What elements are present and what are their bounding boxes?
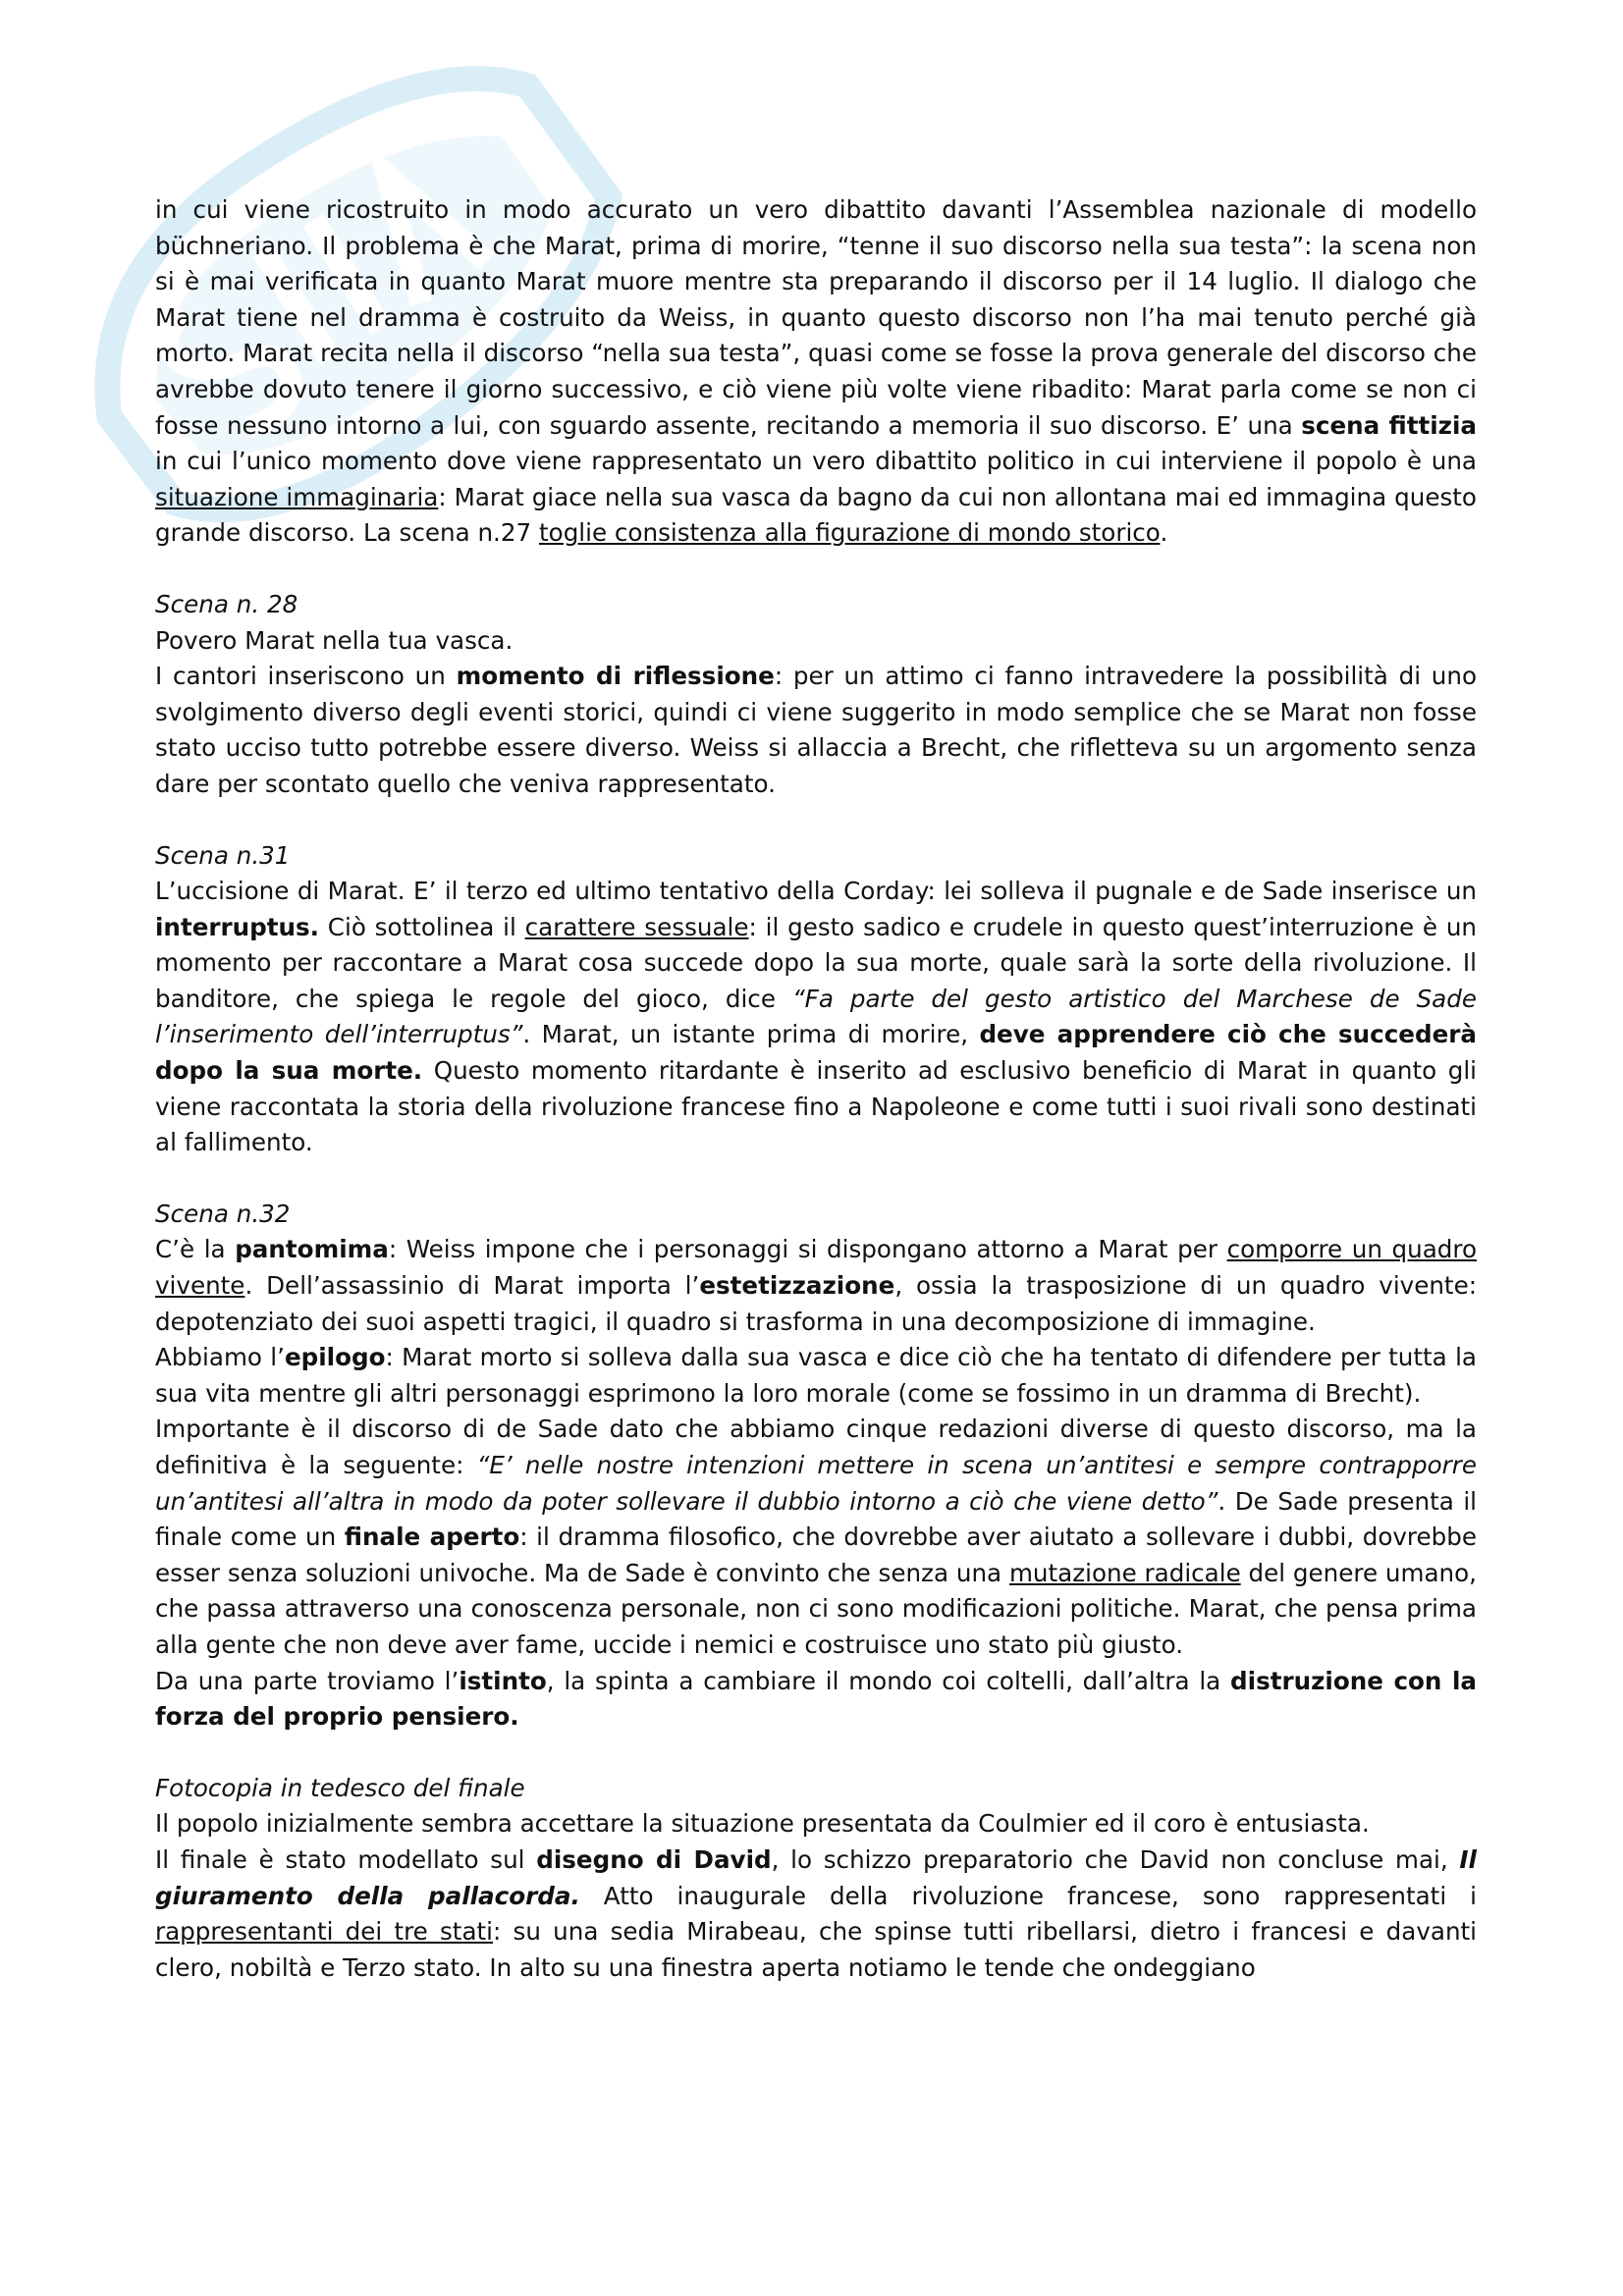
text-run: Da una parte troviamo l’ <box>155 1666 460 1695</box>
paragraph-scene32-de-sade <box>155 1412 1477 1663</box>
text-run: in cui l’unico momento dove viene rappresentato un vero dibattito politico in cui interviene il popolo è una <box>155 447 1477 476</box>
text-run: “Fa parte del gesto artistico del Marchese de Sade l’inserimento dell’interruptus” <box>155 984 1477 1049</box>
text-run: mutazione radicale <box>1008 1558 1241 1587</box>
text-run: : per un attimo ci fanno intravedere la possibilità di uno svolgimento diverso degli eventi storici, quindi ci viene suggerito in modo semplice che se Marat non fosse stato ucciso tutto potrebbe essere diverso. Weiss si allaccia a Brecht, che rifletteva su un argomento senza dare per scontato quello che veniva rappresentato. <box>155 662 1478 798</box>
text-run: : Weiss impone che i personaggi si dispongano attorno a Marat per <box>388 1235 1227 1264</box>
text-run: , la spinta a cambiare il mondo coi coltelli, dall’altra la <box>546 1666 1231 1695</box>
text-run: finale aperto <box>344 1522 520 1552</box>
text-run: , lo schizzo preparatorio che David non concluse mai, <box>771 1844 1460 1874</box>
paragraph-scene31 <box>155 874 1477 1161</box>
document-body <box>155 192 1477 1986</box>
text-run: disegno di David <box>536 1844 772 1874</box>
text-run: comporre un quadro vivente <box>155 1235 1477 1301</box>
text-run: Il giuramento della pallacorda. <box>155 1844 1477 1910</box>
text-run: istinto <box>459 1666 547 1695</box>
text-run: . Marat, un istante prima di morire, <box>522 1020 980 1049</box>
text-run: Questo momento ritardante è inserito ad esclusivo beneficio di Marat in quanto gli viene raccontata la storia della rivoluzione francese fino a Napoleone e come tutti i suoi rivali sono destinati al fallimento. <box>155 1056 1478 1157</box>
heading-fotocopia: Fotocopia in tedesco del finale <box>155 1773 525 1802</box>
heading-scene32: Scena n.32 <box>155 1199 291 1228</box>
scene28-line: Povero Marat nella tua vasca. <box>155 625 514 655</box>
text-run: Il finale è stato modellato sul <box>155 1844 537 1874</box>
finale-line: Il popolo inizialmente sembra accettare la situazione presentata da Coulmier ed il coro è entusiasta. <box>155 1809 1370 1839</box>
heading-scene31: Scena n.31 <box>155 840 291 870</box>
text-run: : Marat giace nella sua vasca da bagno da cui non allontana mai ed immagina questo grande discorso. La scena n.27 <box>155 482 1477 548</box>
text-run: “E’ nelle nostre intenzioni mettere in scena un’antitesi e sempre contrapporre un’antitesi all’altra in modo da poter sollevare il dubbio intorno a ciò che viene detto” <box>155 1451 1477 1516</box>
text-run: deve apprendere ciò che succederà dopo la sua morte. <box>155 1020 1477 1086</box>
text-run: . De Sade presenta il finale come un <box>155 1486 1477 1552</box>
text-run: rappresentanti dei tre stati <box>155 1917 494 1947</box>
paragraph-scene32-istinto <box>155 1664 1477 1735</box>
text-run: I cantori inseriscono un <box>155 662 457 691</box>
text-run: L’uccisione di Marat. E’ il terzo ed ultimo tentativo della Corday: lei solleva il pugnale e de Sade inserisce un <box>155 877 1477 906</box>
text-run: del genere umano, che passa attraverso una conoscenza personale, non ci sono modificazioni politiche. Marat, che pensa prima alla gente che non deve aver fame, uccide i nemici e costruisce uno stato più giusto. <box>155 1558 1477 1659</box>
text-run: Importante è il discorso di de Sade dato che abbiamo cinque redazioni diverse di questo discorso, ma la definitiva è la seguente: <box>155 1415 1477 1479</box>
heading-scene28: Scena n. 28 <box>155 589 298 618</box>
text-run: : su una sedia Mirabeau, che spinse tutti ribellarsi, dietro i francesi e davanti clero, nobiltà e Terzo stato. In alto su una finestra aperta notiamo le tende che ondeggiano <box>155 1917 1478 1982</box>
paragraph-scene27 <box>155 192 1477 552</box>
text-run: Atto inaugurale della rivoluzione francese, sono rappresentati i <box>579 1881 1477 1910</box>
text-run: . Dell’assassinio di Marat importa l’ <box>244 1271 700 1301</box>
text-run: in cui viene ricostruito in modo accurato un vero dibattito davanti l’Assemblea nazionale di modello büchneriano. Il problema è che Marat, prima di morire, “tenne il suo discorso nella sua testa”: la scena non si è mai verificata in quanto Marat muore mentre sta preparando il discorso per il 14 luglio. Il dialogo che Marat tiene nel dramma è costruito da Weiss, in quanto questo discorso non l’ha mai tenuto perché già morto. Marat recita nella il discorso “nella sua testa”, quasi come se fosse la prova generale del discorso che avrebbe dovuto tenere il giorno successivo, e ciò viene più volte viene ribadito: Marat parla come se non ci fosse nessuno intorno a lui, con sguardo assente, recitando a memoria il suo discorso. E’ una <box>155 195 1477 440</box>
text-run: , ossia la trasposizione di un quadro vivente: depotenziato dei suoi aspetti tragici, il quadro si trasforma in una decomposizione di immagine. <box>155 1271 1477 1336</box>
paragraph-scene32-epilogo <box>155 1340 1477 1412</box>
text-run: : il dramma filosofico, che dovrebbe aver aiutato a sollevare i dubbi, dovrebbe esser senza soluzioni univoche. Ma de Sade è convinto che senza una <box>155 1522 1477 1587</box>
text-run: interruptus. <box>155 912 319 941</box>
text-run: scena fittizia <box>1301 410 1477 440</box>
paragraph-finale <box>155 1842 1477 1986</box>
text-run: Ciò sottolinea il <box>319 912 525 941</box>
text-run: toglie consistenza alla figurazione di mondo storico <box>539 518 1161 548</box>
text-run: . <box>1160 518 1168 548</box>
text-run: : il gesto sadico e crudele in questo quest’interruzione è un momento per raccontare a Marat cosa succede dopo la sua morte, quale sarà la sorte della rivoluzione. Il banditore, che spiega le regole del gioco, dice <box>155 912 1478 1013</box>
text-run: carattere sessuale <box>524 912 749 941</box>
text-run: estetizzazione <box>699 1271 895 1301</box>
text-run: epilogo <box>284 1343 386 1372</box>
paragraph-scene28 <box>155 659 1477 802</box>
text-run: momento di riflessione <box>456 662 775 691</box>
text-run: pantomima <box>235 1235 389 1264</box>
text-run: situazione immaginaria <box>155 482 439 511</box>
text-run: distruzione con la forza del proprio pensiero. <box>155 1666 1477 1732</box>
text-run: C’è la <box>155 1235 236 1264</box>
paragraph-scene32-pantomima <box>155 1232 1477 1340</box>
text-run: Abbiamo l’ <box>155 1343 285 1372</box>
text-run: : Marat morto si solleva dalla sua vasca e dice ciò che ha tentato di difendere per tutta la sua vita mentre gli altri personaggi esprimono la loro morale (come se fossimo in un dramma di Brecht). <box>155 1343 1477 1408</box>
